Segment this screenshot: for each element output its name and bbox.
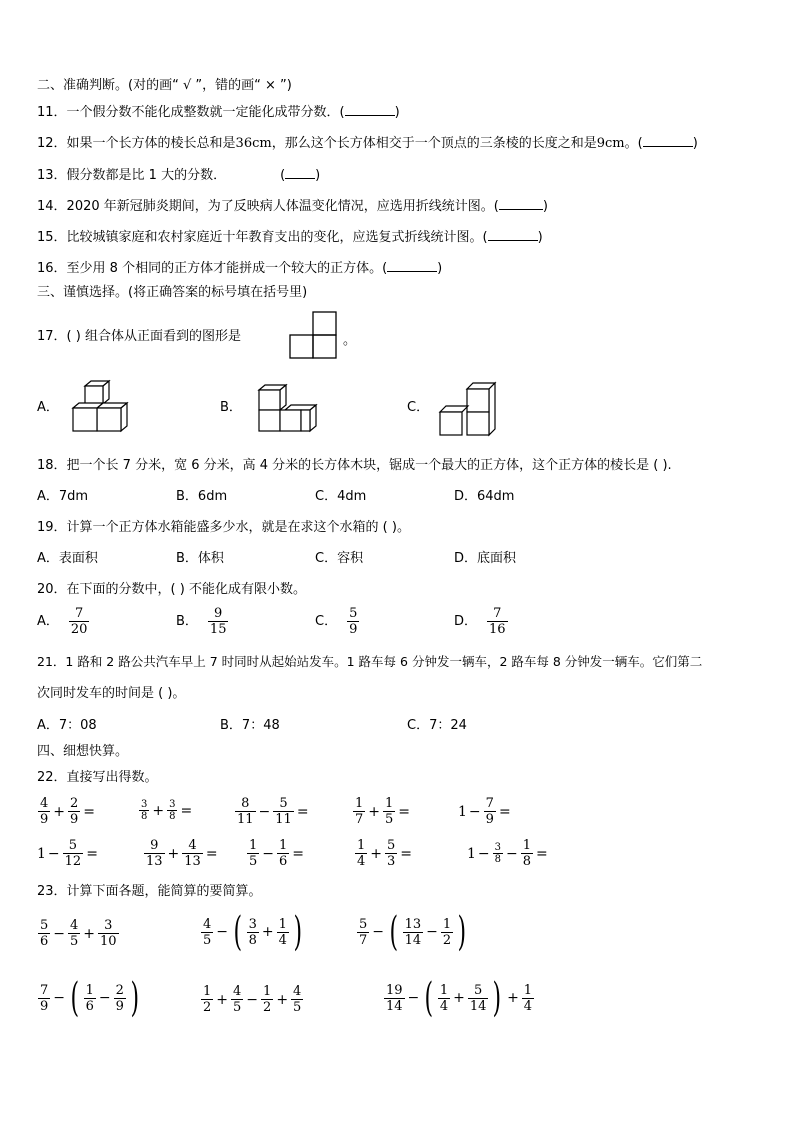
q21-option-a[interactable]: A．7：08 <box>37 718 97 733</box>
q16: 16．至少用 8 个相同的正方体才能拼成一个较大的正方体。( ) <box>37 261 443 276</box>
q17-option-c[interactable]: C． <box>407 400 430 415</box>
q21-option-b[interactable]: B．7：48 <box>220 718 280 733</box>
q23: 23．计算下面各题，能简算的要简算。 <box>37 884 262 899</box>
q18: 18．把一个长 7 分米，宽 6 分米，高 4 分米的长方体木块，锯成一个最大的正方体，这个正方体的棱长是 ( ). <box>37 458 672 473</box>
q22-expr-6: 1 − $\frac{5}{12}$ = <box>37 838 98 869</box>
q22-expr-3: $\frac{8}{11}$ − $\frac{5}{11}$ = <box>237 796 309 827</box>
option-b-cubes-figure <box>256 383 320 435</box>
q20-option-b[interactable]: B． $\frac{9}{15}$ <box>176 606 227 637</box>
q17-option-b[interactable]: B． <box>220 400 242 415</box>
q23-expr-4: $\frac{7}{9}$ − ( $\frac{1}{6}$ − $\frac{2}{9}$ ) <box>40 975 140 1021</box>
q22-expr-4: $\frac{1}{7}$ + $\frac{1}{5}$ = <box>355 796 411 827</box>
q22-expr-9: $\frac{1}{4}$ + $\frac{5}{3}$ = <box>357 838 413 869</box>
q23-expr-5: $\frac{1}{2}$ + $\frac{4}{5}$ − $\frac{1}{2}$ + $\frac{4}{5}$ <box>203 984 302 1015</box>
q22-expr-5: 1 − $\frac{7}{9}$ = <box>458 796 511 827</box>
q20-option-a[interactable]: A． $\frac{7}{20}$ <box>37 606 88 637</box>
answer-blank[interactable] <box>488 229 538 241</box>
q19-option-a[interactable]: A．表面积 <box>37 551 98 566</box>
q22-expr-2: $\frac{3}{8}$ + $\frac{3}{8}$ = <box>141 799 193 822</box>
q18-option-c[interactable]: C．4dm <box>315 489 367 504</box>
q14: 14．2020 年新冠肺炎期间，为了反映病人体温变化情况，应选用折线统计图。( ) <box>37 199 548 214</box>
q18-option-b[interactable]: B．6dm <box>176 489 228 504</box>
q19-option-b[interactable]: B．体积 <box>176 551 224 566</box>
q23-expr-3: $\frac{5}{7}$ − ( $\frac{13}{14}$ − $\frac{1}{2}$ ) <box>359 909 467 955</box>
q17: 17．( ) 组合体从正面看到的图形是 <box>37 329 241 344</box>
option-c-cubes-figure <box>437 380 499 438</box>
answer-blank[interactable] <box>345 104 395 116</box>
q22-expr-10: 1 − $\frac{3}{8}$ − $\frac{1}{8}$ = <box>467 838 548 869</box>
q19-option-c[interactable]: C．容积 <box>315 551 364 566</box>
q23-expr-2: $\frac{4}{5}$ − ( $\frac{3}{8}$ + $\frac{1}{4}$ ) <box>203 909 303 955</box>
answer-blank[interactable] <box>285 167 315 179</box>
q21-line2: 次同时发车的时间是 ( )。 <box>37 686 186 701</box>
q18-option-a[interactable]: A．7dm <box>37 489 89 504</box>
q20-option-c[interactable]: C． $\frac{5}{9}$ <box>315 606 358 637</box>
q20-option-d[interactable]: D． $\frac{7}{16}$ <box>454 606 506 637</box>
q15: 15．比较城镇家庭和农村家庭近十年教育支出的变化，应选复式折线统计图。( ) <box>37 230 543 245</box>
q22: 22．直接写出得数。 <box>37 770 158 785</box>
option-a-cubes-figure <box>70 378 132 436</box>
answer-blank[interactable] <box>387 260 437 272</box>
q13: 13．假分数都是比 1 大的分数． ( ) <box>37 168 321 183</box>
q22-expr-7: $\frac{9}{13}$ + $\frac{4}{13}$ = <box>146 838 218 869</box>
q11: 11．一个假分数不能化成整数就一定能化成带分数．( ) <box>37 105 400 120</box>
front-view-figure <box>289 311 339 359</box>
q21-option-c[interactable]: C．7：24 <box>407 718 467 733</box>
q23-expr-6: $\frac{19}{14}$ − ( $\frac{1}{4}$ + $\frac{5}{14}$ ) + $\frac{1}{4}$ <box>386 975 533 1021</box>
answer-blank[interactable] <box>643 135 693 147</box>
section3-title: 三、谨慎选择。(将正确答案的标号填在括号里) <box>37 285 308 300</box>
section4-title: 四、细想快算。 <box>37 744 129 759</box>
q19: 19．计算一个正方体水箱能盛多少水，就是在求这个水箱的 ( )。 <box>37 520 410 535</box>
answer-blank[interactable] <box>499 198 543 210</box>
q18-option-d[interactable]: D．64dm <box>454 489 515 504</box>
q20: 20．在下面的分数中，( ) 不能化成有限小数。 <box>37 582 306 597</box>
q22-expr-8: $\frac{1}{5}$ − $\frac{1}{6}$ = <box>249 838 305 869</box>
q17-option-a[interactable]: A． <box>37 400 59 415</box>
section2-title: 二、准确判断。(对的画“ √ ”，错的画“ × ”) <box>37 78 292 93</box>
q19-option-d[interactable]: D．底面积 <box>454 551 517 566</box>
q21-line1: 21．1 路和 2 路公共汽车早上 7 时同时从起始站发车。1 路车每 6 分钟发一辆车，2 路车每 8 分钟发一辆车。它们第二 <box>37 654 703 669</box>
q23-expr-1: $\frac{5}{6}$ − $\frac{4}{5}$ + $\frac{3}{10}$ <box>40 918 117 949</box>
q22-expr-1: $\frac{4}{9}$ + $\frac{2}{9}$ = <box>40 796 96 827</box>
q12: 12．如果一个长方体的棱长总和是36cm，那么这个长方体相交于一个顶点的三条棱的长度之和是9cm。( ) <box>37 136 698 151</box>
q17-period: 。 <box>343 333 357 348</box>
